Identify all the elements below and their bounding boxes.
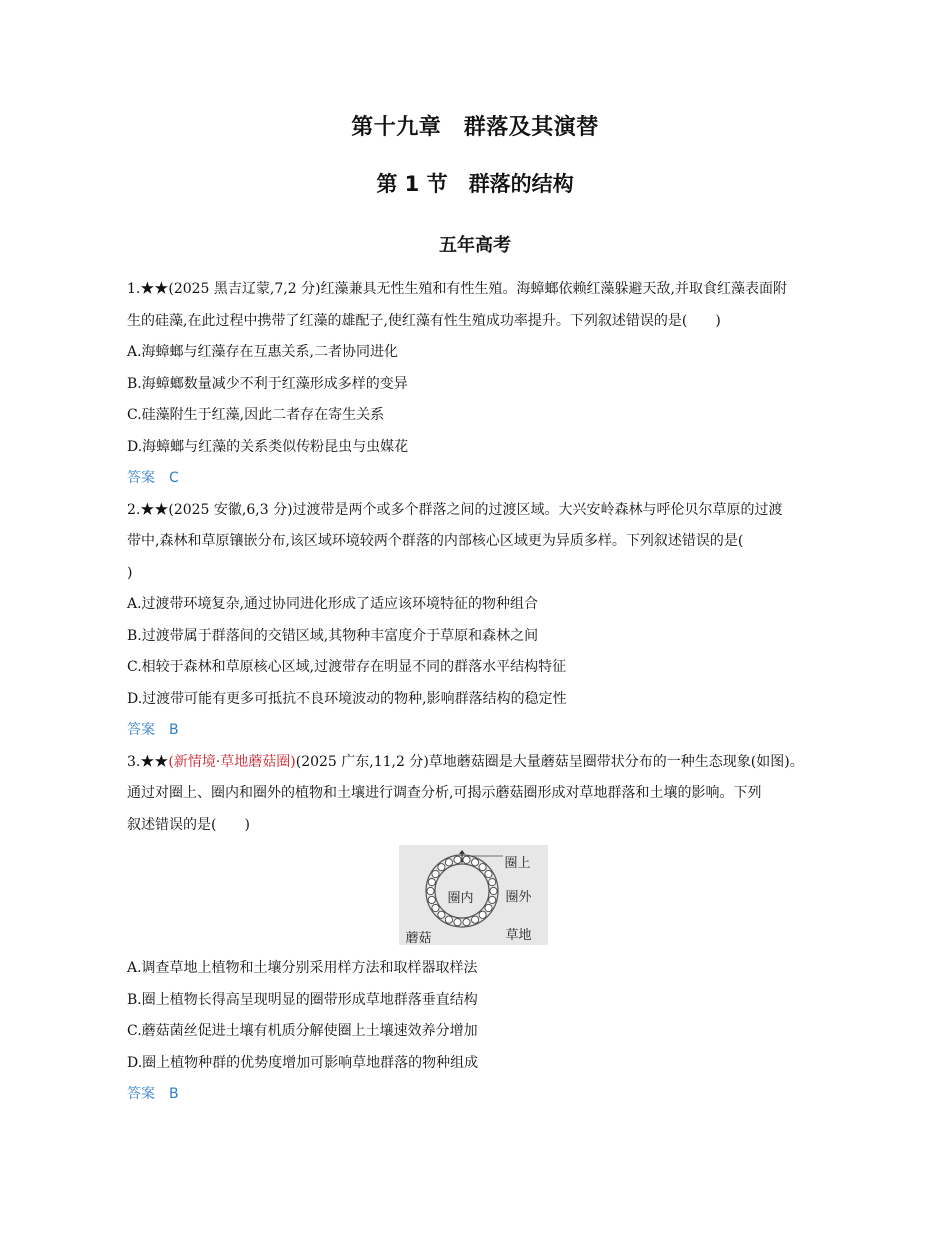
- fairy-ring-figure-wrap: [107, 841, 839, 953]
- question-1-stem-line-2: 生的硅藻,在此过程中携带了红藻的雄配子,使红藻有性生殖成功率提升。下列叙述错误的是( ): [127, 312, 721, 329]
- question-3-context-tag: (新情境·草地蘑菇圈): [168, 753, 296, 770]
- mushroom-dot: [428, 879, 435, 886]
- question-3: [127, 747, 839, 1111]
- label-outside: 圈外: [505, 890, 532, 905]
- question-3-option-b: B.圈上植物长得高呈现明显的圈带形成草地群落垂直结构: [127, 991, 478, 1008]
- label-on-ring: 圈上: [504, 856, 531, 871]
- question-1-stem-line-1: 1.★★(2025 黑吉辽蒙,7,2 分)红藻兼具无性生殖和有性生殖。海蟑螂依赖红藻躲避天敌,并取食红藻表面附: [127, 281, 787, 297]
- question-3-answer: [127, 1079, 839, 1111]
- mushroom-dot: [471, 859, 478, 866]
- question-2-option-c: C.相较于森林和草原核心区域,过渡带存在明显不同的群落水平结构特征: [127, 659, 567, 675]
- answer-label: 答案: [127, 1086, 155, 1102]
- label-mushroom: 蘑菇: [405, 931, 432, 946]
- question-3-stem-line-2: 通过对圈上、圈内和圈外的植物和土壤进行调查分析,可揭示蘑菇圈形成对草地群落和土壤的影响。下列: [127, 785, 762, 801]
- mushroom-dot: [426, 887, 433, 894]
- question-3-option-c: C.蘑菇菌丝促进土壤有机质分解使圈上土壤速效养分增加: [127, 1023, 478, 1039]
- mushroom-dot: [445, 916, 452, 923]
- mushroom-dot: [479, 911, 486, 918]
- mushroom-dot: [488, 896, 495, 903]
- mushroom-dot: [428, 896, 435, 903]
- question-3-number: 3.★★: [127, 753, 169, 770]
- section-title: 第 1 节 群落的结构: [376, 172, 574, 196]
- mushroom-dot: [484, 904, 491, 911]
- question-1-option-d: D.海蟑螂与红藻的关系类似传粉昆虫与虫媒花: [127, 438, 409, 455]
- mushroom-dot: [479, 864, 486, 871]
- mushroom-dot: [453, 856, 460, 863]
- mushroom-dot: [462, 856, 469, 863]
- question-2-stem-line-1: 2.★★(2025 安徽,6,3 分)过渡带是两个或多个群落之间的过渡区域。大兴安岭森林与呼伦贝尔草原的过渡: [127, 501, 783, 518]
- mushroom-dot: [488, 879, 495, 886]
- question-2-stem-line-3: ): [127, 564, 133, 581]
- question-1-option-b: B.海蟑螂数量减少不利于红藻形成多样的变异: [127, 375, 408, 392]
- mushroom-dot: [437, 864, 444, 871]
- fairy-ring-figure: [399, 845, 548, 945]
- mushroom-dot: [462, 919, 469, 926]
- question-2-stem-line-2: 带中,森林和草原镶嵌分布,该区域环境较两个群落的内部核心区域更为异质多样。下列叙述错误的是(: [127, 533, 744, 549]
- question-2-answer: [127, 715, 839, 747]
- answer-value: B: [169, 722, 179, 738]
- mushroom-dot: [489, 887, 496, 894]
- question-3-stem-line-3: 叙述错误的是( ): [127, 816, 250, 833]
- label-grassland: 草地: [505, 928, 532, 943]
- answer-value: B: [169, 1086, 179, 1102]
- question-1-answer: [127, 463, 839, 495]
- answer-label: 答案: [127, 722, 155, 738]
- question-1-option-c: C.硅藻附生于红藻,因此二者存在寄生关系: [127, 407, 385, 423]
- question-3-stem-rest: (2025 广东,11,2 分)草地蘑菇圈是大量蘑菇呈圈带状分布的一种生态现象(如图)。: [295, 753, 804, 770]
- label-inside: 圈内: [447, 891, 474, 906]
- mushroom-dot: [431, 870, 438, 877]
- question-2-option-d: D.过渡带可能有更多可抵抗不良环境波动的物种,影响群落结构的稳定性: [127, 690, 567, 707]
- question-1-option-a: A.海蟑螂与红藻存在互惠关系,二者协同进化: [127, 344, 399, 360]
- mushroom-dot: [471, 916, 478, 923]
- question-3-option-a: A.调查草地上植物和土壤分别采用样方法和取样器取样法: [127, 960, 478, 976]
- question-2-option-a: A.过渡带环境复杂,通过协同进化形成了适应该环境特征的物种组合: [127, 596, 539, 612]
- question-2: [127, 495, 839, 747]
- chapter-title: 第十九章 群落及其演替: [351, 115, 599, 140]
- question-1: [127, 274, 839, 495]
- question-list: [127, 274, 839, 1111]
- arrow-head-top: [459, 850, 465, 854]
- question-3-stem-line-1: [127, 747, 839, 779]
- mushroom-dot: [431, 904, 438, 911]
- answer-value: C: [169, 470, 179, 486]
- mushroom-dot: [484, 870, 491, 877]
- subsection-title: 五年高考: [439, 235, 511, 256]
- answer-label: 答案: [127, 470, 155, 486]
- mushroom-dot: [453, 919, 460, 926]
- question-3-option-d: D.圈上植物种群的优势度增加可影响草地群落的物种组成: [127, 1054, 479, 1071]
- mushroom-dot: [445, 859, 452, 866]
- question-2-option-b: B.过渡带属于群落间的交错区域,其物种丰富度介于草原和森林之间: [127, 627, 539, 644]
- mushroom-dot: [437, 911, 444, 918]
